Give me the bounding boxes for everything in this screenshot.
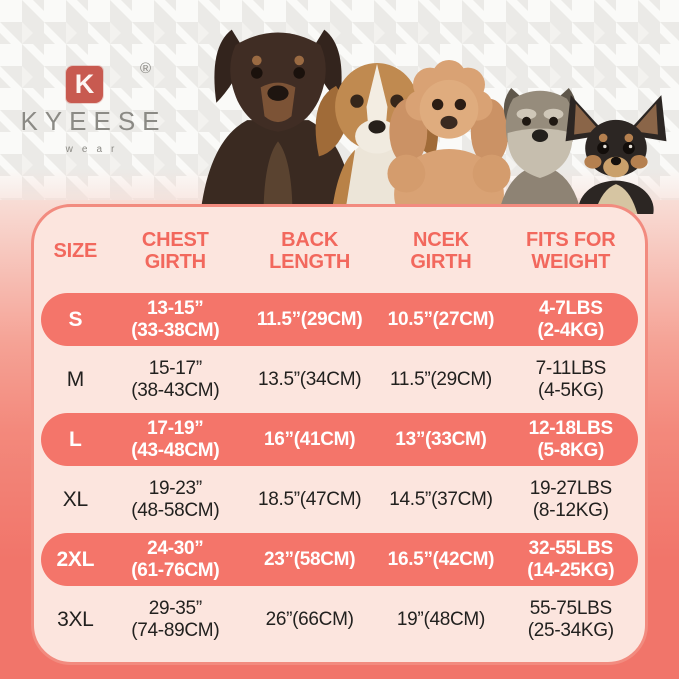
cell-chest-girth <box>110 478 241 521</box>
cell-line: 24-30” <box>147 537 204 559</box>
cell-line: 17-19” <box>147 417 204 439</box>
cell-chest-girth <box>110 598 241 641</box>
size-row-2xl <box>41 533 638 586</box>
cell-line: 7-11LBS <box>535 357 606 379</box>
size-row-m <box>41 353 638 406</box>
cell-line: (38-43CM) <box>131 379 220 401</box>
cell-line: 19-27LBS <box>529 477 612 499</box>
cell-fits-for-weight <box>504 358 638 401</box>
cell-neck-girth: 10.5”(27CM) <box>387 308 495 330</box>
cell-line: 55-75LBS <box>529 597 612 619</box>
cell-chest-girth <box>110 358 241 401</box>
cell-chest-girth <box>110 298 241 341</box>
cell-line: (61-76CM) <box>131 559 220 581</box>
cell-line: (5-8KG) <box>537 439 605 461</box>
cell-size: S <box>68 307 83 331</box>
header-line: BACK <box>281 229 339 252</box>
cell-line: (25-34KG) <box>527 619 614 641</box>
cell-line: 19-23” <box>148 477 202 499</box>
cell-line: (2-4KG) <box>537 319 605 341</box>
cell-line: 12-18LBS <box>528 417 613 439</box>
cell-line: 15-17” <box>148 357 202 379</box>
cell-line: (43-48CM) <box>131 439 220 461</box>
size-chart-header-row <box>41 215 638 289</box>
brand-tagline: wear <box>65 144 124 155</box>
logo-square-icon <box>66 66 103 103</box>
cell-neck-girth: 13”(33CM) <box>395 428 487 450</box>
cell-line: 29-35” <box>148 597 202 619</box>
cell-fits-for-weight <box>504 418 638 461</box>
cell-line: (4-5KG) <box>538 379 604 401</box>
header-line: CHEST <box>141 229 209 252</box>
cell-back-length: 11.5”(29CM) <box>256 308 363 330</box>
header-line: NCEK <box>413 229 469 252</box>
column-header-size <box>41 241 110 263</box>
cell-line: 13-15” <box>147 297 204 319</box>
header-line: LENGTH <box>269 251 351 273</box>
header-line: SIZE <box>53 240 98 263</box>
cell-line: (14-25KG) <box>527 559 615 581</box>
size-chart-body <box>41 293 638 650</box>
cell-fits-for-weight <box>504 538 638 581</box>
cell-neck-girth: 14.5”(37CM) <box>389 488 493 510</box>
registered-trademark-icon: ® <box>140 60 152 77</box>
brand-logo <box>0 0 200 200</box>
logo-letter: K <box>74 69 95 99</box>
cell-line: (48-58CM) <box>131 499 220 521</box>
cell-back-length: 26”(66CM) <box>265 608 354 630</box>
size-row-l <box>41 413 638 466</box>
cell-neck-girth: 16.5”(42CM) <box>387 548 495 570</box>
cell-back-length: 23”(58CM) <box>263 548 356 570</box>
cell-size: XL <box>62 487 88 511</box>
cell-line: (8-12KG) <box>532 499 609 521</box>
cell-line: 32-55LBS <box>528 537 613 559</box>
header-line: WEIGHT <box>531 251 611 273</box>
size-row-3xl <box>41 593 638 646</box>
dog-chihuahua-illustration <box>560 90 672 214</box>
cell-fits-for-weight <box>504 598 638 641</box>
cell-size: L <box>69 427 82 451</box>
header-line: GIRTH <box>144 251 206 273</box>
cell-chest-girth <box>110 418 241 461</box>
cell-size: M <box>66 367 84 391</box>
cell-back-length: 16”(41CM) <box>263 428 356 450</box>
header-line: FITS FOR <box>526 229 616 252</box>
cell-line: (74-89CM) <box>131 619 220 641</box>
size-chart-panel <box>31 204 648 665</box>
cell-size: 3XL <box>57 607 94 631</box>
column-header-back-length <box>241 230 378 273</box>
size-row-s <box>41 293 638 346</box>
cell-fits-for-weight <box>504 298 638 341</box>
cell-size: 2XL <box>56 547 95 571</box>
cell-back-length: 13.5”(34CM) <box>257 368 362 390</box>
column-header-neck-girth <box>378 230 503 273</box>
cell-fits-for-weight <box>504 478 638 521</box>
cell-line: (33-38CM) <box>131 319 220 341</box>
header-line: GIRTH <box>410 251 472 273</box>
column-header-chest-girth <box>110 230 241 273</box>
cell-chest-girth <box>110 538 241 581</box>
cell-line: 4-7LBS <box>538 297 603 319</box>
size-row-xl <box>41 473 638 526</box>
cell-back-length: 18.5”(47CM) <box>257 488 362 510</box>
column-header-fits-for-weight <box>504 230 638 273</box>
cell-neck-girth: 19”(48CM) <box>396 608 485 630</box>
brand-name: KYEESE <box>20 106 167 136</box>
cell-neck-girth: 11.5”(29CM) <box>389 368 492 390</box>
